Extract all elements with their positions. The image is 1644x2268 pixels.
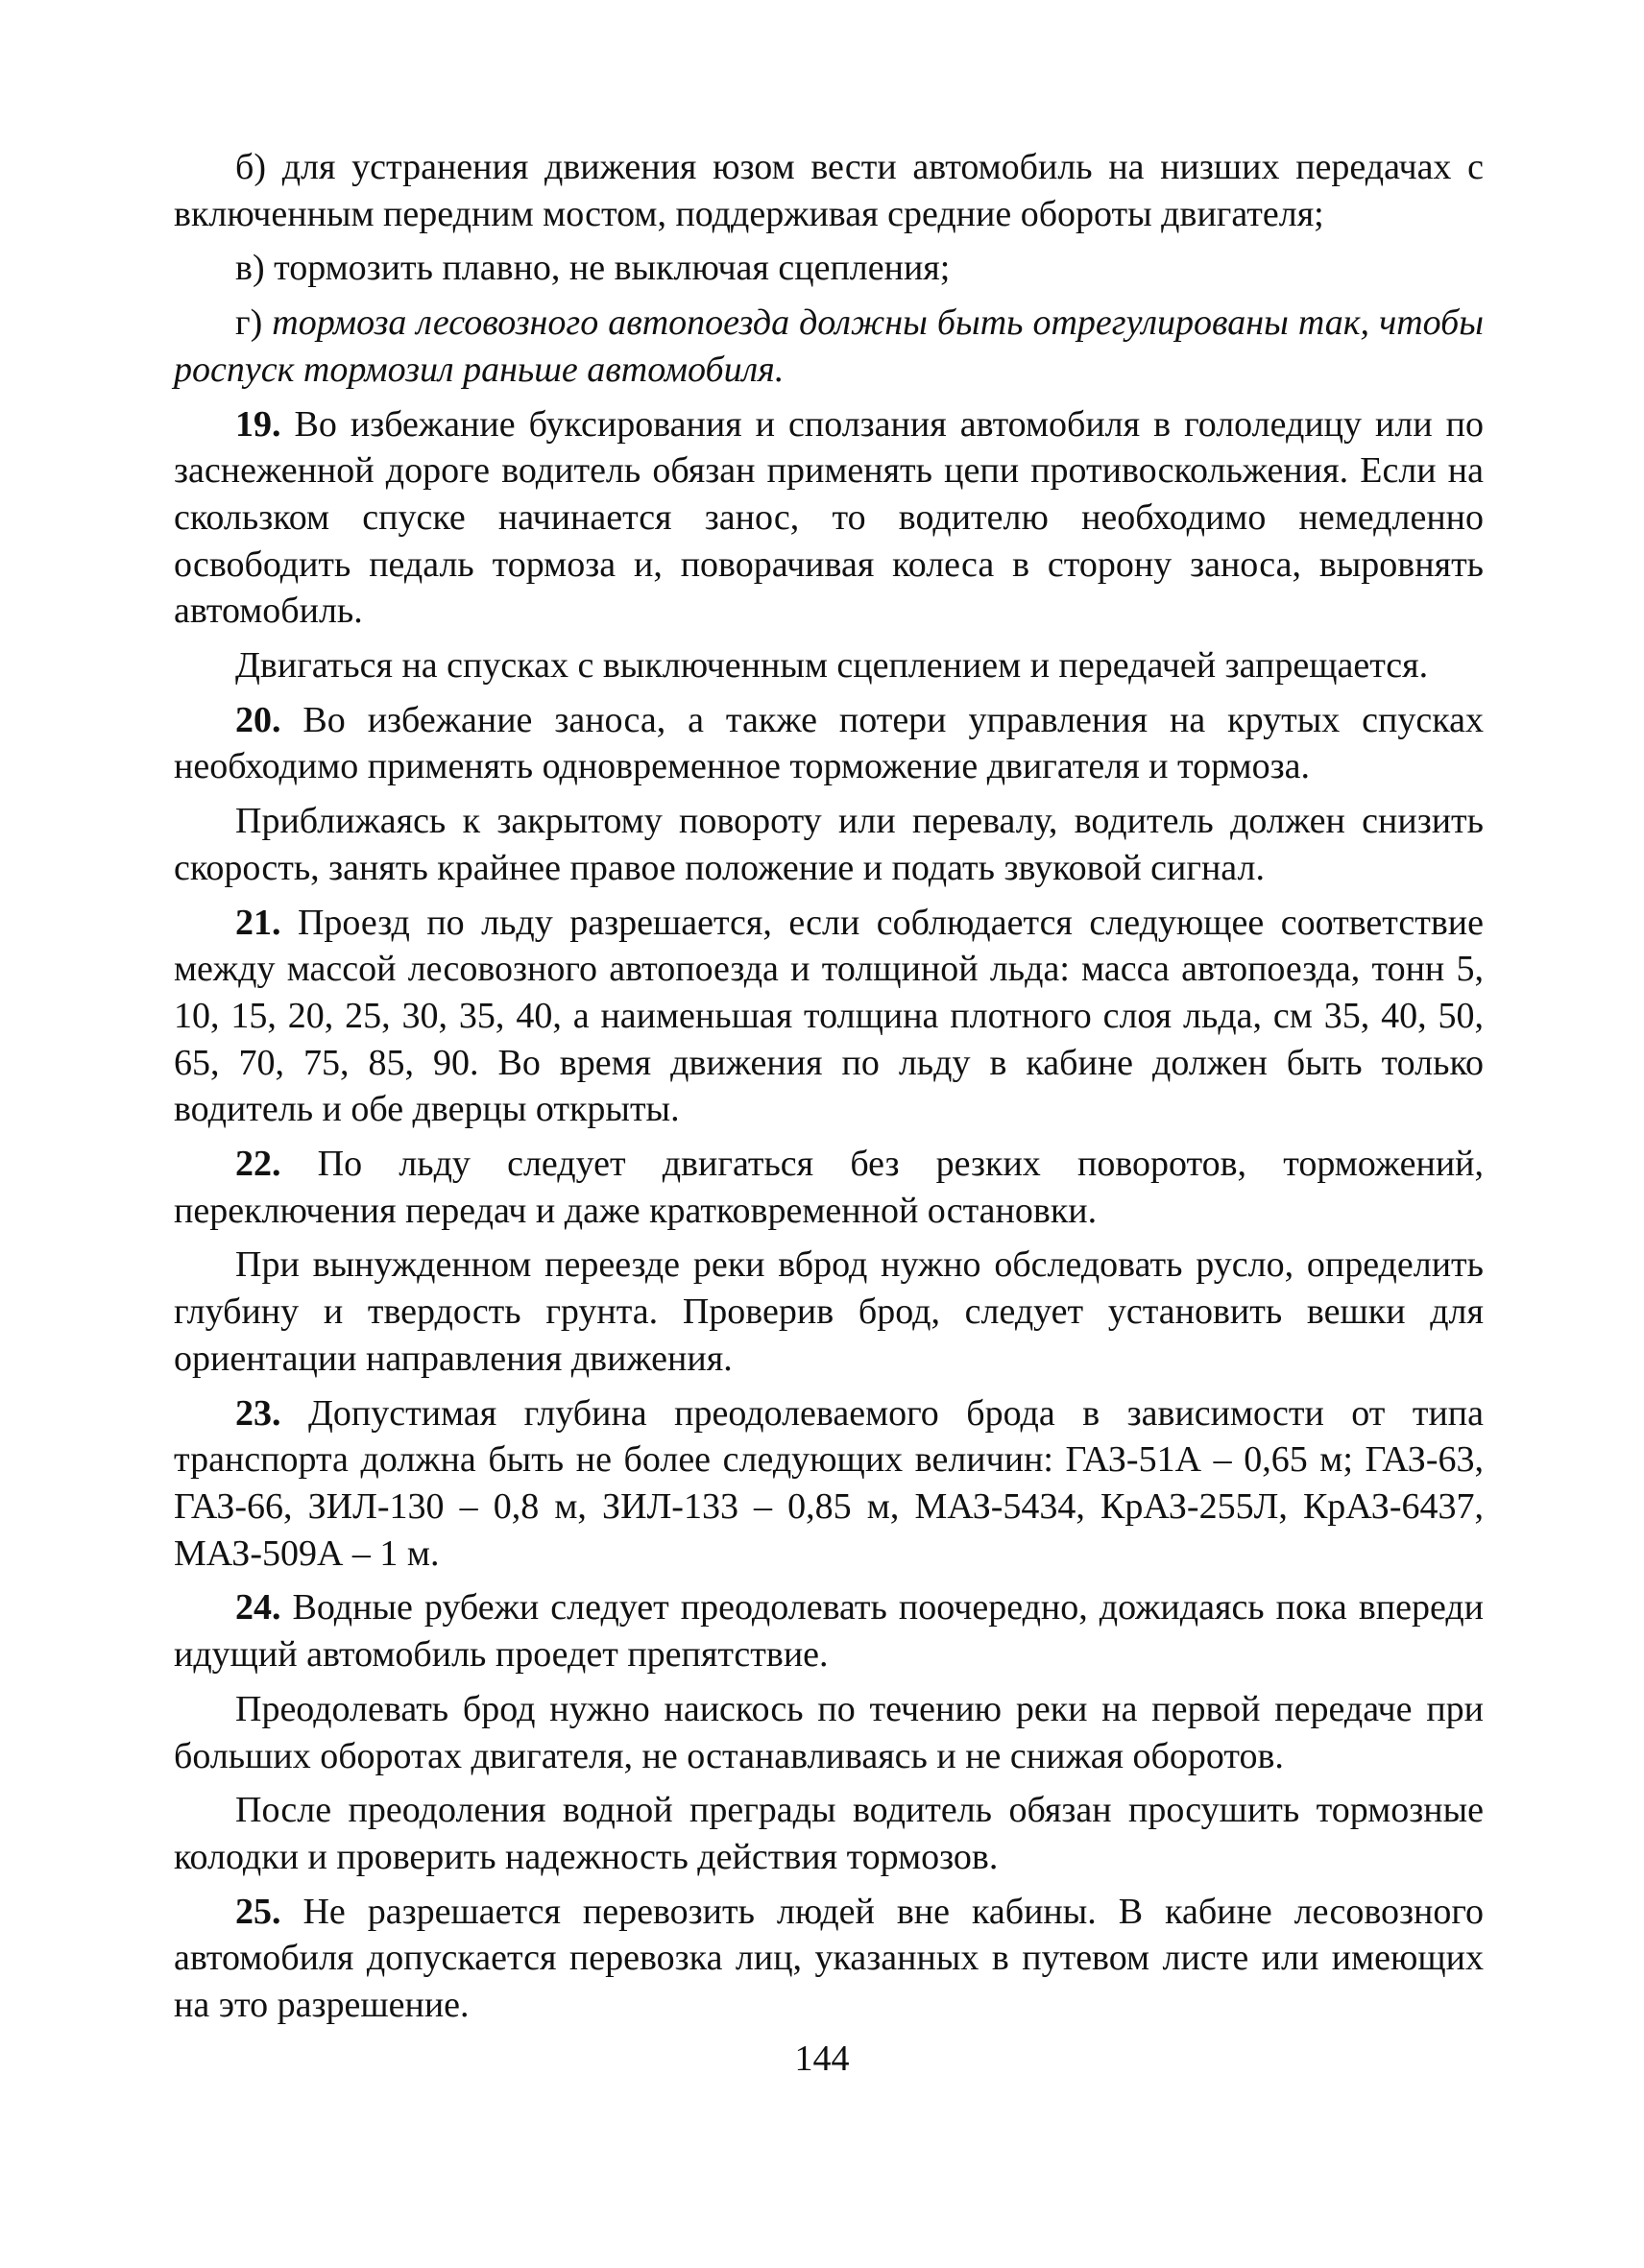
paragraph-19 (174, 401, 1484, 636)
paragraph-number: 20. (235, 699, 281, 740)
paragraph-text: По льду следует двигаться без резких поворотов, торможений, переключения передач и даже кратковременной остановки. (174, 1144, 1484, 1231)
paragraph-number: 22. (235, 1144, 281, 1185)
paragraph-b (174, 144, 1484, 237)
paragraph-20 (174, 697, 1484, 790)
paragraph-text: При вынужденном переезде реки вброд нужно обследовать русло, определить глубину и твердость грунта. Проверив брод, следует установить вешки для ориентации направления движения. (174, 1244, 1484, 1379)
paragraph-text: Водные рубежи следует преодолевать поочередно, дожидаясь пока впереди идущий автомобиль проедет препятствие. (174, 1587, 1484, 1676)
paragraph-number: 24. (235, 1587, 281, 1629)
paragraph-number: 23. (235, 1392, 281, 1434)
paragraph-number: 25. (235, 1891, 281, 1932)
paragraph-20-cont (174, 798, 1484, 891)
paragraph-23 (174, 1390, 1484, 1578)
paragraph-text: б) для устранения движения юзом вести автомобиль на низших передачах с включенным передним мостом, поддерживая средние обороты двигателя; (174, 147, 1484, 234)
paragraph-text: После преодоления водной преграды водитель обязан просушить тормозные колодки и проверить надежность действия тормозов. (174, 1790, 1484, 1877)
paragraph-22 (174, 1141, 1484, 1234)
paragraph-text: Приближаясь к закрытому повороту или перевалу, водитель должен снизить скорость, занять крайнее правое положение и подать звуковой сигнал. (174, 801, 1484, 888)
body-text (174, 144, 1484, 2037)
paragraph-text: Двигаться на спусках с выключенным сцеплением и передачей запрещается. (235, 645, 1429, 687)
paragraph-21 (174, 900, 1484, 1134)
paragraph-v (174, 245, 1484, 292)
paragraph-text: г) тормоза лесовозного автопоезда должны быть отрегулированы так, чтобы роспуск тормозил раньше автомобиля. (174, 302, 1484, 390)
paragraph-24-cont2 (174, 1787, 1484, 1880)
paragraph-text: Во избежание буксирования и сползания автомобиля в гололедицу или по заснеженной дороге водитель обязан применять цепи противоскольжения. Если на скользком спуске начинается занос, то водителю необходимо немедленно освободить педаль тормоза и, поворачивая колеса в сторону заноса, выровнять автомобиль. (174, 403, 1484, 632)
paragraph-25 (174, 1889, 1484, 2029)
page-number: 144 (794, 2039, 850, 2079)
paragraph-g (174, 300, 1484, 393)
paragraph-text: в) тормозить плавно, не выключая сцепления; (235, 248, 951, 289)
paragraph-text: Не разрешается перевозить людей вне кабины. В кабине лесовозного автомобиля допускается перевозка лиц, указанных в путевом листе или имеющих на это разрешение. (174, 1891, 1484, 2026)
paragraph-number: 21. (235, 902, 281, 943)
italic-text: тормоза лесовозного автопоезда должны быть отрегулированы так, чтобы роспуск тормозил раньше автомобиля. (174, 302, 1484, 390)
paragraph-number: 19. (235, 403, 281, 445)
paragraph-22-cont (174, 1242, 1484, 1382)
paragraph-24 (174, 1584, 1484, 1677)
paragraph-24-cont (174, 1686, 1484, 1779)
paragraph-text: Проезд по льду разрешается, если соблюдается следующее соответствие между массой лесовозного автопоезда и толщиной льда: масса автопоезда, тонн 5, 10, 15, 20, 25, 30, 35, 40, а наименьшая толщина плотного слоя льда, см 35, 40, 50, 65, 70, 75, 85, 90. Во время движения по льду в кабине должен быть только водитель и обе дверцы открыты. (174, 902, 1484, 1130)
paragraph-text: Преодолевать брод нужно наискось по течению реки на первой передаче при больших оборотах двигателя, не останавливаясь и не снижая оборотов. (174, 1688, 1484, 1776)
paragraph-19-cont (174, 642, 1484, 689)
paragraph-text: Во избежание заноса, а также потери управления на крутых спусках необходимо применять одновременное торможение двигателя и тормоза. (174, 699, 1484, 787)
paragraph-text: Допустимая глубина преодолеваемого брода в зависимости от типа транспорта должна быть не более следующих величин: ГАЗ-51А – 0,65 м; ГАЗ-63, ГАЗ-66, ЗИЛ-130 – 0,8 м, ЗИЛ-133 – 0,85 м, МАЗ-5434, КрАЗ-255Л, КрАЗ-6437, МАЗ-509А – 1 м. (174, 1392, 1484, 1574)
